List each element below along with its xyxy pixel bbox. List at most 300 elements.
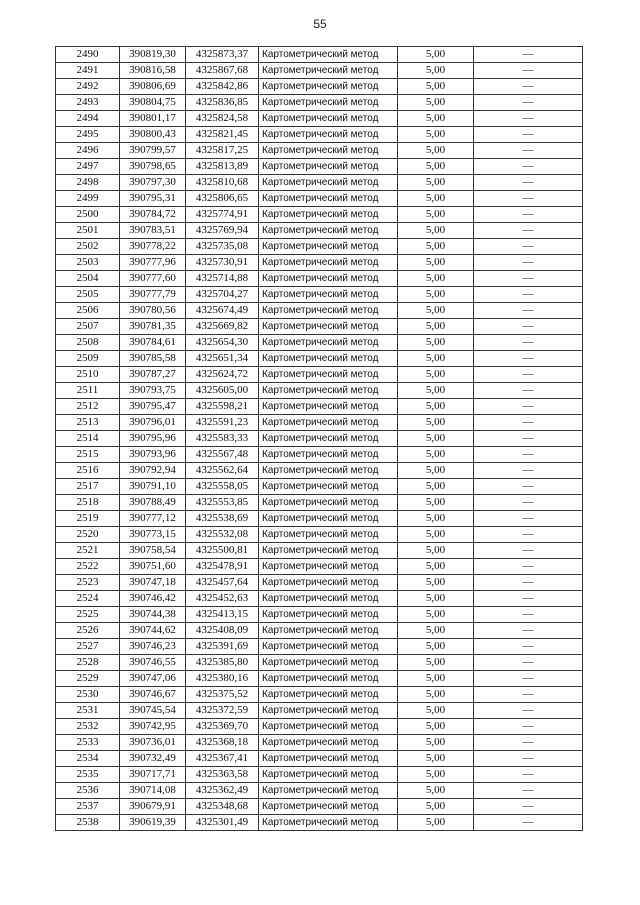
accuracy-cell: 5,00 — [398, 79, 474, 95]
table-row — [56, 607, 583, 623]
point-number-cell: 2503 — [56, 255, 120, 271]
x-coordinate-cell: 390746,67 — [120, 687, 186, 703]
method-cell: Картометрический метод — [259, 447, 398, 463]
y-coordinate-cell: 4325769,94 — [186, 223, 259, 239]
table-row — [56, 639, 583, 655]
note-cell: — — [474, 431, 583, 447]
note-cell: — — [474, 639, 583, 655]
table-row — [56, 63, 583, 79]
y-coordinate-cell: 4325824,58 — [186, 111, 259, 127]
note-cell: — — [474, 703, 583, 719]
method-cell: Картометрический метод — [259, 495, 398, 511]
method-cell: Картометрический метод — [259, 223, 398, 239]
x-coordinate-cell: 390792,94 — [120, 463, 186, 479]
table-row — [56, 687, 583, 703]
method-cell: Картометрический метод — [259, 511, 398, 527]
point-number-cell: 2509 — [56, 351, 120, 367]
x-coordinate-cell: 390781,35 — [120, 319, 186, 335]
accuracy-cell: 5,00 — [398, 175, 474, 191]
point-number-cell: 2494 — [56, 111, 120, 127]
method-cell: Картометрический метод — [259, 143, 398, 159]
note-cell: — — [474, 767, 583, 783]
y-coordinate-cell: 4325362,49 — [186, 783, 259, 799]
table-row — [56, 143, 583, 159]
accuracy-cell: 5,00 — [398, 47, 474, 63]
method-cell: Картометрический метод — [259, 799, 398, 815]
x-coordinate-cell: 390784,61 — [120, 335, 186, 351]
note-cell: — — [474, 815, 583, 831]
table-row — [56, 111, 583, 127]
y-coordinate-cell: 4325500,81 — [186, 543, 259, 559]
y-coordinate-cell: 4325372,59 — [186, 703, 259, 719]
method-cell: Картометрический метод — [259, 479, 398, 495]
method-cell: Картометрический метод — [259, 767, 398, 783]
x-coordinate-cell: 390793,96 — [120, 447, 186, 463]
x-coordinate-cell: 390777,12 — [120, 511, 186, 527]
table-row — [56, 335, 583, 351]
accuracy-cell: 5,00 — [398, 479, 474, 495]
x-coordinate-cell: 390795,96 — [120, 431, 186, 447]
table-row — [56, 735, 583, 751]
table-row — [56, 351, 583, 367]
method-cell: Картометрический метод — [259, 47, 398, 63]
accuracy-cell: 5,00 — [398, 383, 474, 399]
note-cell: — — [474, 543, 583, 559]
point-number-cell: 2530 — [56, 687, 120, 703]
point-number-cell: 2513 — [56, 415, 120, 431]
accuracy-cell: 5,00 — [398, 527, 474, 543]
x-coordinate-cell: 390744,38 — [120, 607, 186, 623]
y-coordinate-cell: 4325591,23 — [186, 415, 259, 431]
accuracy-cell: 5,00 — [398, 735, 474, 751]
point-number-cell: 2527 — [56, 639, 120, 655]
table-row — [56, 271, 583, 287]
note-cell: — — [474, 239, 583, 255]
accuracy-cell: 5,00 — [398, 575, 474, 591]
note-cell: — — [474, 607, 583, 623]
note-cell: — — [474, 575, 583, 591]
point-number-cell: 2491 — [56, 63, 120, 79]
table-row — [56, 511, 583, 527]
method-cell: Картометрический метод — [259, 527, 398, 543]
method-cell: Картометрический метод — [259, 591, 398, 607]
note-cell: — — [474, 223, 583, 239]
accuracy-cell: 5,00 — [398, 815, 474, 831]
table-row — [56, 191, 583, 207]
table-row — [56, 671, 583, 687]
x-coordinate-cell: 390747,18 — [120, 575, 186, 591]
point-number-cell: 2520 — [56, 527, 120, 543]
method-cell: Картометрический метод — [259, 239, 398, 255]
y-coordinate-cell: 4325391,69 — [186, 639, 259, 655]
table-row — [56, 703, 583, 719]
method-cell: Картометрический метод — [259, 111, 398, 127]
y-coordinate-cell: 4325413,15 — [186, 607, 259, 623]
point-number-cell: 2521 — [56, 543, 120, 559]
note-cell: — — [474, 719, 583, 735]
point-number-cell: 2526 — [56, 623, 120, 639]
method-cell: Картометрический метод — [259, 703, 398, 719]
x-coordinate-cell: 390745,54 — [120, 703, 186, 719]
accuracy-cell: 5,00 — [398, 687, 474, 703]
note-cell: — — [474, 783, 583, 799]
table-row — [56, 575, 583, 591]
accuracy-cell: 5,00 — [398, 495, 474, 511]
point-number-cell: 2500 — [56, 207, 120, 223]
accuracy-cell: 5,00 — [398, 511, 474, 527]
y-coordinate-cell: 4325605,00 — [186, 383, 259, 399]
table-row — [56, 767, 583, 783]
note-cell: — — [474, 751, 583, 767]
y-coordinate-cell: 4325842,86 — [186, 79, 259, 95]
accuracy-cell: 5,00 — [398, 367, 474, 383]
y-coordinate-cell: 4325478,91 — [186, 559, 259, 575]
y-coordinate-cell: 4325369,70 — [186, 719, 259, 735]
y-coordinate-cell: 4325821,45 — [186, 127, 259, 143]
y-coordinate-cell: 4325624,72 — [186, 367, 259, 383]
note-cell: — — [474, 271, 583, 287]
accuracy-cell: 5,00 — [398, 543, 474, 559]
point-number-cell: 2505 — [56, 287, 120, 303]
note-cell: — — [474, 351, 583, 367]
table-row — [56, 223, 583, 239]
table-row — [56, 287, 583, 303]
point-number-cell: 2497 — [56, 159, 120, 175]
point-number-cell: 2512 — [56, 399, 120, 415]
note-cell: — — [474, 255, 583, 271]
point-number-cell: 2506 — [56, 303, 120, 319]
y-coordinate-cell: 4325558,05 — [186, 479, 259, 495]
method-cell: Картометрический метод — [259, 175, 398, 191]
y-coordinate-cell: 4325457,64 — [186, 575, 259, 591]
table-row — [56, 799, 583, 815]
method-cell: Картометрический метод — [259, 623, 398, 639]
x-coordinate-cell: 390777,96 — [120, 255, 186, 271]
x-coordinate-cell: 390746,42 — [120, 591, 186, 607]
table-row — [56, 47, 583, 63]
point-number-cell: 2525 — [56, 607, 120, 623]
point-number-cell: 2515 — [56, 447, 120, 463]
note-cell: — — [474, 383, 583, 399]
point-number-cell: 2531 — [56, 703, 120, 719]
table-row — [56, 175, 583, 191]
method-cell: Картометрический метод — [259, 383, 398, 399]
x-coordinate-cell: 390751,60 — [120, 559, 186, 575]
note-cell: — — [474, 127, 583, 143]
y-coordinate-cell: 4325735,08 — [186, 239, 259, 255]
point-number-cell: 2532 — [56, 719, 120, 735]
method-cell: Картометрический метод — [259, 271, 398, 287]
note-cell: — — [474, 463, 583, 479]
method-cell: Картометрический метод — [259, 751, 398, 767]
accuracy-cell: 5,00 — [398, 463, 474, 479]
note-cell: — — [474, 111, 583, 127]
accuracy-cell: 5,00 — [398, 239, 474, 255]
accuracy-cell: 5,00 — [398, 751, 474, 767]
method-cell: Картометрический метод — [259, 735, 398, 751]
accuracy-cell: 5,00 — [398, 671, 474, 687]
method-cell: Картометрический метод — [259, 543, 398, 559]
y-coordinate-cell: 4325538,69 — [186, 511, 259, 527]
x-coordinate-cell: 390744,62 — [120, 623, 186, 639]
method-cell: Картометрический метод — [259, 607, 398, 623]
point-number-cell: 2508 — [56, 335, 120, 351]
y-coordinate-cell: 4325385,80 — [186, 655, 259, 671]
method-cell: Картометрический метод — [259, 351, 398, 367]
point-number-cell: 2537 — [56, 799, 120, 815]
note-cell: — — [474, 447, 583, 463]
y-coordinate-cell: 4325567,48 — [186, 447, 259, 463]
table-row — [56, 719, 583, 735]
x-coordinate-cell: 390793,75 — [120, 383, 186, 399]
x-coordinate-cell: 390791,10 — [120, 479, 186, 495]
y-coordinate-cell: 4325301,49 — [186, 815, 259, 831]
accuracy-cell: 5,00 — [398, 399, 474, 415]
point-number-cell: 2536 — [56, 783, 120, 799]
x-coordinate-cell: 390783,51 — [120, 223, 186, 239]
y-coordinate-cell: 4325813,89 — [186, 159, 259, 175]
point-number-cell: 2501 — [56, 223, 120, 239]
method-cell: Картометрический метод — [259, 367, 398, 383]
y-coordinate-cell: 4325654,30 — [186, 335, 259, 351]
note-cell: — — [474, 175, 583, 191]
accuracy-cell: 5,00 — [398, 719, 474, 735]
note-cell: — — [474, 799, 583, 815]
point-number-cell: 2518 — [56, 495, 120, 511]
method-cell: Картометрический метод — [259, 431, 398, 447]
y-coordinate-cell: 4325375,52 — [186, 687, 259, 703]
point-number-cell: 2514 — [56, 431, 120, 447]
note-cell: — — [474, 495, 583, 511]
point-number-cell: 2496 — [56, 143, 120, 159]
x-coordinate-cell: 390746,23 — [120, 639, 186, 655]
table-row — [56, 463, 583, 479]
table-row — [56, 655, 583, 671]
accuracy-cell: 5,00 — [398, 159, 474, 175]
point-number-cell: 2535 — [56, 767, 120, 783]
y-coordinate-cell: 4325368,18 — [186, 735, 259, 751]
accuracy-cell: 5,00 — [398, 351, 474, 367]
y-coordinate-cell: 4325714,88 — [186, 271, 259, 287]
note-cell: — — [474, 511, 583, 527]
y-coordinate-cell: 4325669,82 — [186, 319, 259, 335]
x-coordinate-cell: 390619,39 — [120, 815, 186, 831]
point-number-cell: 2538 — [56, 815, 120, 831]
note-cell: — — [474, 415, 583, 431]
method-cell: Картометрический метод — [259, 63, 398, 79]
note-cell: — — [474, 479, 583, 495]
table-row — [56, 559, 583, 575]
y-coordinate-cell: 4325674,49 — [186, 303, 259, 319]
note-cell: — — [474, 623, 583, 639]
note-cell: — — [474, 47, 583, 63]
x-coordinate-cell: 390784,72 — [120, 207, 186, 223]
point-number-cell: 2499 — [56, 191, 120, 207]
point-number-cell: 2493 — [56, 95, 120, 111]
accuracy-cell: 5,00 — [398, 207, 474, 223]
x-coordinate-cell: 390798,65 — [120, 159, 186, 175]
point-number-cell: 2498 — [56, 175, 120, 191]
method-cell: Картометрический метод — [259, 415, 398, 431]
accuracy-cell: 5,00 — [398, 271, 474, 287]
point-number-cell: 2490 — [56, 47, 120, 63]
table-row — [56, 783, 583, 799]
y-coordinate-cell: 4325380,16 — [186, 671, 259, 687]
x-coordinate-cell: 390797,30 — [120, 175, 186, 191]
accuracy-cell: 5,00 — [398, 415, 474, 431]
method-cell: Картометрический метод — [259, 79, 398, 95]
note-cell: — — [474, 655, 583, 671]
y-coordinate-cell: 4325348,68 — [186, 799, 259, 815]
x-coordinate-cell: 390785,58 — [120, 351, 186, 367]
point-number-cell: 2517 — [56, 479, 120, 495]
table-row — [56, 95, 583, 111]
x-coordinate-cell: 390714,08 — [120, 783, 186, 799]
accuracy-cell: 5,00 — [398, 303, 474, 319]
accuracy-cell: 5,00 — [398, 591, 474, 607]
method-cell: Картометрический метод — [259, 671, 398, 687]
note-cell: — — [474, 79, 583, 95]
y-coordinate-cell: 4325806,65 — [186, 191, 259, 207]
method-cell: Картометрический метод — [259, 463, 398, 479]
method-cell: Картометрический метод — [259, 639, 398, 655]
point-number-cell: 2534 — [56, 751, 120, 767]
x-coordinate-cell: 390742,95 — [120, 719, 186, 735]
x-coordinate-cell: 390746,55 — [120, 655, 186, 671]
accuracy-cell: 5,00 — [398, 191, 474, 207]
point-number-cell: 2524 — [56, 591, 120, 607]
note-cell: — — [474, 335, 583, 351]
point-number-cell: 2492 — [56, 79, 120, 95]
note-cell: — — [474, 527, 583, 543]
y-coordinate-cell: 4325836,85 — [186, 95, 259, 111]
point-number-cell: 2495 — [56, 127, 120, 143]
accuracy-cell: 5,00 — [398, 799, 474, 815]
accuracy-cell: 5,00 — [398, 95, 474, 111]
method-cell: Картометрический метод — [259, 687, 398, 703]
x-coordinate-cell: 390717,71 — [120, 767, 186, 783]
y-coordinate-cell: 4325553,85 — [186, 495, 259, 511]
method-cell: Картометрический метод — [259, 335, 398, 351]
point-number-cell: 2523 — [56, 575, 120, 591]
x-coordinate-cell: 390795,31 — [120, 191, 186, 207]
x-coordinate-cell: 390788,49 — [120, 495, 186, 511]
accuracy-cell: 5,00 — [398, 223, 474, 239]
accuracy-cell: 5,00 — [398, 447, 474, 463]
table-row — [56, 239, 583, 255]
x-coordinate-cell: 390787,27 — [120, 367, 186, 383]
note-cell: — — [474, 63, 583, 79]
method-cell: Картометрический метод — [259, 655, 398, 671]
accuracy-cell: 5,00 — [398, 319, 474, 335]
x-coordinate-cell: 390778,22 — [120, 239, 186, 255]
page-number: 55 — [313, 17, 327, 31]
note-cell: — — [474, 671, 583, 687]
accuracy-cell: 5,00 — [398, 111, 474, 127]
x-coordinate-cell: 390773,15 — [120, 527, 186, 543]
accuracy-cell: 5,00 — [398, 335, 474, 351]
table-row — [56, 383, 583, 399]
note-cell: — — [474, 159, 583, 175]
table-row — [56, 431, 583, 447]
accuracy-cell: 5,00 — [398, 783, 474, 799]
table-row — [56, 207, 583, 223]
table-row — [56, 399, 583, 415]
table-row — [56, 159, 583, 175]
method-cell: Картометрический метод — [259, 159, 398, 175]
x-coordinate-cell: 390800,43 — [120, 127, 186, 143]
y-coordinate-cell: 4325452,63 — [186, 591, 259, 607]
note-cell: — — [474, 191, 583, 207]
accuracy-cell: 5,00 — [398, 607, 474, 623]
accuracy-cell: 5,00 — [398, 143, 474, 159]
method-cell: Картометрический метод — [259, 255, 398, 271]
accuracy-cell: 5,00 — [398, 655, 474, 671]
note-cell: — — [474, 367, 583, 383]
method-cell: Картометрический метод — [259, 127, 398, 143]
point-number-cell: 2516 — [56, 463, 120, 479]
x-coordinate-cell: 390736,01 — [120, 735, 186, 751]
method-cell: Картометрический метод — [259, 95, 398, 111]
x-coordinate-cell: 390780,56 — [120, 303, 186, 319]
method-cell: Картометрический метод — [259, 191, 398, 207]
note-cell: — — [474, 735, 583, 751]
x-coordinate-cell: 390679,91 — [120, 799, 186, 815]
accuracy-cell: 5,00 — [398, 255, 474, 271]
y-coordinate-cell: 4325408,09 — [186, 623, 259, 639]
x-coordinate-cell: 390799,57 — [120, 143, 186, 159]
table-row — [56, 447, 583, 463]
x-coordinate-cell: 390806,69 — [120, 79, 186, 95]
accuracy-cell: 5,00 — [398, 703, 474, 719]
method-cell: Картометрический метод — [259, 399, 398, 415]
table-row — [56, 495, 583, 511]
y-coordinate-cell: 4325562,64 — [186, 463, 259, 479]
y-coordinate-cell: 4325873,37 — [186, 47, 259, 63]
table-row — [56, 415, 583, 431]
note-cell: — — [474, 591, 583, 607]
point-number-cell: 2511 — [56, 383, 120, 399]
note-cell: — — [474, 95, 583, 111]
note-cell: — — [474, 687, 583, 703]
table-row — [56, 815, 583, 831]
point-number-cell: 2529 — [56, 671, 120, 687]
note-cell: — — [474, 399, 583, 415]
note-cell: — — [474, 559, 583, 575]
method-cell: Картометрический метод — [259, 719, 398, 735]
method-cell: Картометрический метод — [259, 287, 398, 303]
point-number-cell: 2502 — [56, 239, 120, 255]
table-row — [56, 751, 583, 767]
method-cell: Картометрический метод — [259, 207, 398, 223]
y-coordinate-cell: 4325532,08 — [186, 527, 259, 543]
note-cell: — — [474, 287, 583, 303]
y-coordinate-cell: 4325730,91 — [186, 255, 259, 271]
table-row — [56, 127, 583, 143]
note-cell: — — [474, 319, 583, 335]
y-coordinate-cell: 4325598,21 — [186, 399, 259, 415]
point-number-cell: 2533 — [56, 735, 120, 751]
x-coordinate-cell: 390777,60 — [120, 271, 186, 287]
point-number-cell: 2522 — [56, 559, 120, 575]
point-number-cell: 2528 — [56, 655, 120, 671]
accuracy-cell: 5,00 — [398, 767, 474, 783]
table-row — [56, 79, 583, 95]
y-coordinate-cell: 4325651,34 — [186, 351, 259, 367]
note-cell: — — [474, 303, 583, 319]
table-row — [56, 591, 583, 607]
x-coordinate-cell: 390758,54 — [120, 543, 186, 559]
